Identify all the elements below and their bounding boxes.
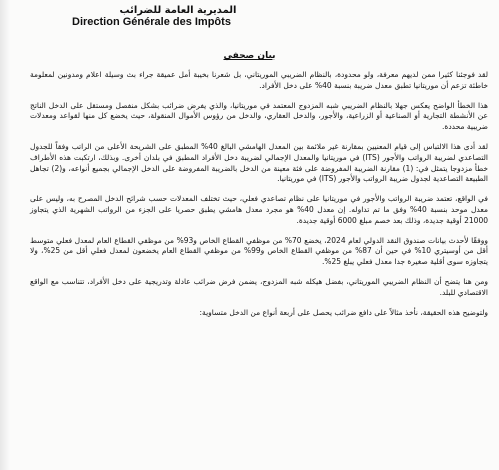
paragraph-3: لقد أدى هذا الالتباس إلى قيام المعنيين بمقارنة غير ملائمة بين المعدل الهامشي البالغ 40% المطبق على الشريحة الأعلى من الراتب وفقاً للجدول التصاعدي لضريبة الرواتب والأجور (ITS) في موريتانيا والمعدل الإجمالي لضريبة دخل الأفراد المطبق في بلدان أخرى. وبذلك، ارتكبت هذه الأطراف خطأ مزدوجا يتمثل في: (1) مقارنة الضريبة المفروضة على فئة معينة من الدخل بالضريبة المفروضة على الدخل الإجمالي بجميع أنواعه، و(2) تجاهل الطبيعة التصاعدية لجدول ضريبة الرواتب والأجور (ITS) في موريتانيا.: [30, 141, 488, 184]
paragraph-1: لقد فوجئنا كثيرا ممن لديهم معرفة، ولو محدودة، بالنظام الضريبي الموريتاني، بل شعرنا بخيبة أمل عميقة جراء بث وسيلة اعلام ومدونين لمعلومة خاطئة تزعم أن موريتانيا تطبق معدل ضريبة بنسبة 40% على دخل الأفراد.: [30, 70, 488, 90]
page-edge-shadow: [0, 0, 10, 470]
paragraph-5: ووفقًا لأحدث بيانات صندوق النقد الدولي لعام 2024، يخضع 70% من موظفي القطاع الخاص و93% من موظفي القطاع العام لمعدل فعلي متوسط أقل من أوسيتري 10% في حين أن 87% من موظفي القطاع الخاص و99% من موظفي القطاع العام يخضعون لمعدل فعلي أقل من 25%، ولا يتجاوزه سوى أقلية صغيرة جدا معدل فعلي يبلغ 25%.: [30, 235, 488, 267]
paragraph-4: في الواقع، تعتمد ضريبة الرواتب والأجور في موريتانيا على نظام تصاعدي فعلي، حيث تختلف المعدلات حسب شرائح الدخل المصرح به، وليس على معدل موحد بنسبة 40% وفق ما تم تداوله. إن معدل 40% هو مجرد معدل هامشي يطبق حصريا على الجزء من الرواتب الشهرية الذي يتجاوز 21000 أوقية جديدة، وذلك بعد خصم مبلغ 6000 أوقية جديدة.: [30, 194, 488, 225]
document-title-text: بيان صحفي: [223, 51, 276, 61]
header-french-org: Direction Générale des Impôts: [72, 16, 231, 28]
document-title: [0, 51, 499, 61]
header-arabic-org: المديرية العامة للضرائب: [119, 5, 237, 16]
paragraph-2: هذا الخطأ الواضح يعكس جهلا بالنظام الضريبي شبه المزدوج المعتمد في موريتانيا، والذي يفرض ضرائب بشكل منفصل ومستقل على الدخل الناتج عن الأنشطة التجارية أو الصناعية أو الزراعية، والأجور، والدخل العقاري، والدخل من رؤوس الأموال المنقولة، حيث يخضع كل منها لقواعد ومعدلات ضريبية محددة.: [30, 100, 488, 132]
document-body: [30, 70, 488, 318]
paragraph-6: ومن هنا يتضح أن النظام الضريبي الموريتاني، بفضل هيكله شبه المزدوج، يضمن فرض ضرائب عادلة وتدريجية على دخل الأفراد، تتناسب مع الواقع الاقتصادي للبلد.: [30, 276, 488, 297]
paragraph-7: ولتوضيح هذه الحقيقة، نأخذ مثالاً على دافع ضرائب يحصل على أربعة أنواع من الدخل متساوية:: [199, 307, 488, 317]
